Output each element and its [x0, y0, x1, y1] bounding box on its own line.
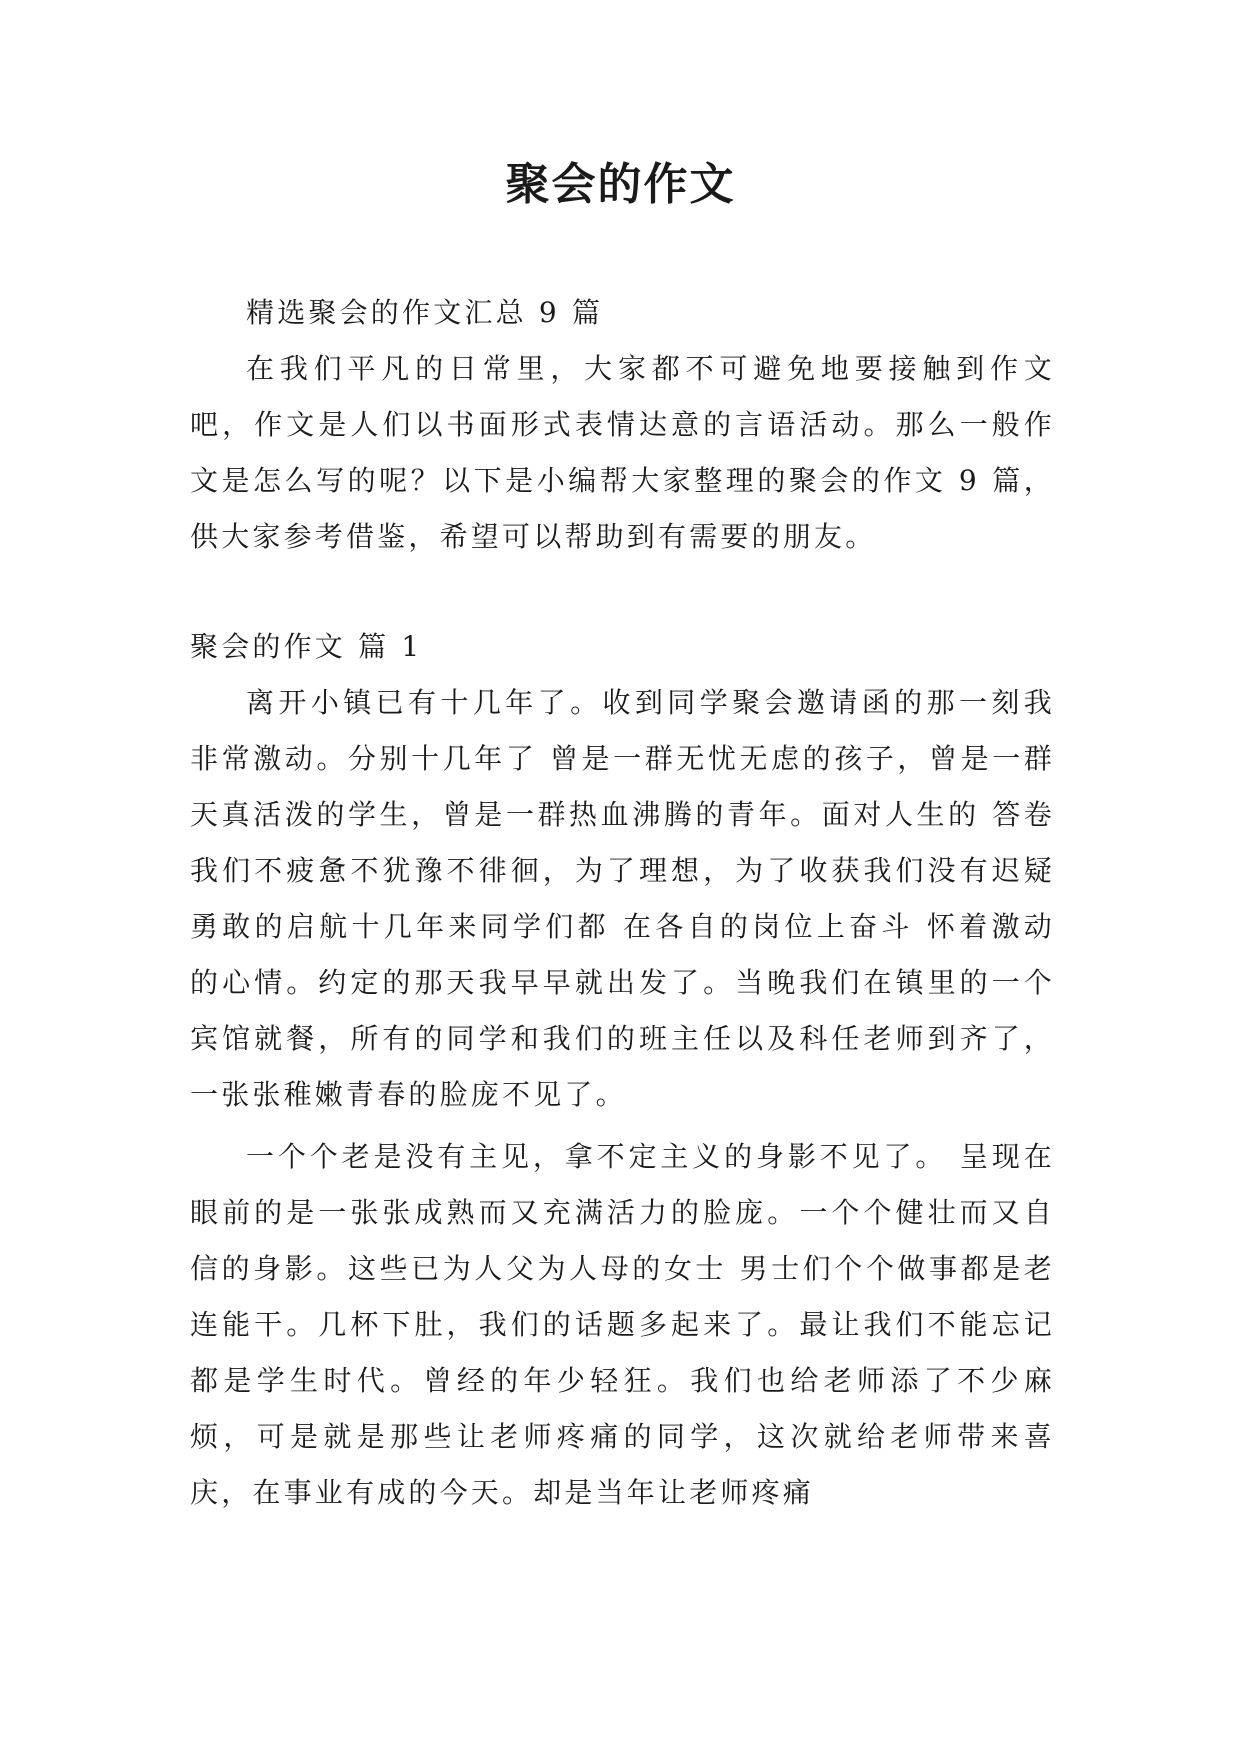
body-paragraph-1: 离开小镇已有十几年了。收到同学聚会邀请函的那一刻我非常激动。分别十几年了 曾是一群无忧无虑的孩子，曾是一群天真活泼的学生，曾是一群热血沸腾的青年。面对人生的 答卷我们不疲惫不犹豫不徘徊，为了理想，为了收获我们没有迟疑勇敢的启航十几年来同学们都 在各自的岗位上奋斗 怀着激动的心情。约定的那天我早早就出发了。当晚我们在镇里的一个宾馆就餐，所有的同学和我们的班主任以及科任老师到齐了，一张张稚嫩青春的脸庞不见了。 — [190, 686, 1055, 1111]
page-title: 聚会的作文 — [505, 159, 736, 210]
document-body — [190, 285, 1055, 1521]
intro-paragraph: 在我们平凡的日常里，大家都不可避免地要接触到作文吧，作文是人们以书面形式表情达意的言语活动。那么一般作文是怎么写的呢？以下是小编帮大家整理的聚会的作文 9 篇，供大家参考借鉴，希望可以帮助到有需要的朋友。 — [190, 352, 1055, 553]
document-subtitle: 精选聚会的作文汇总 9 篇 — [246, 296, 604, 329]
section-heading: 聚会的作文 篇 1 — [190, 630, 423, 663]
body-paragraph-2: 一个个老是没有主见，拿不定主义的身影不见了。 呈现在眼前的是一张张成熟而又充满活力的脸庞。一个个健壮而又自信的身影。这些已为人父为人母的女士 男士们个个做事都是老连能干。几杯下肚，我们的话题多起来了。最让我们不能忘记都是学生时代。曾经的年少轻狂。我们也给老师添了不少麻烦，可是就是那些让老师疼痛的同学，这次就给老师带来喜庆，在事业有成的今天。却是当年让老师疼痛 — [190, 1140, 1055, 1509]
